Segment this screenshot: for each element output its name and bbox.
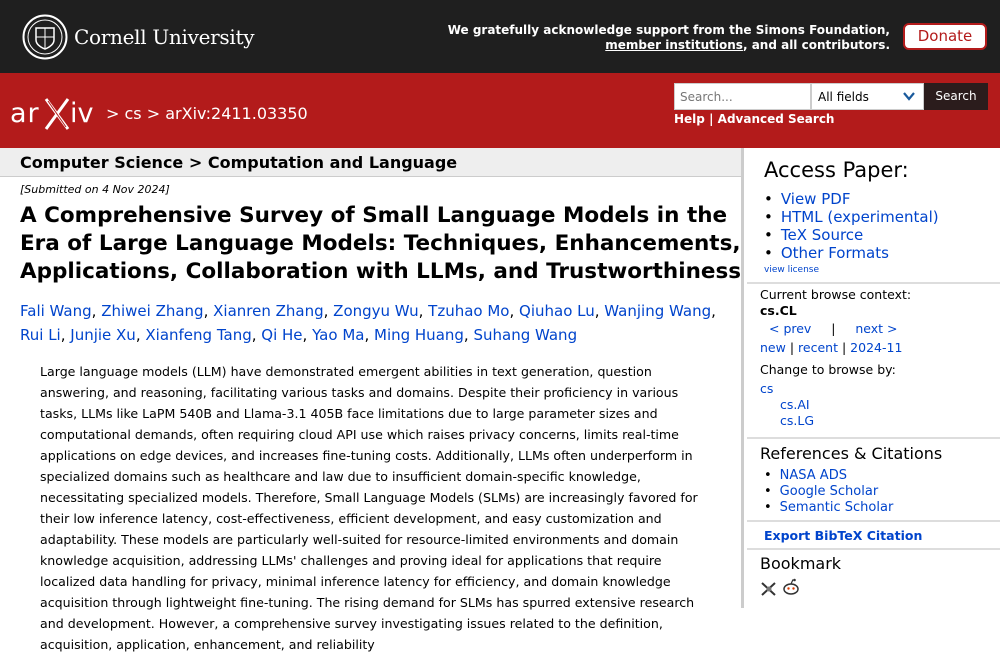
reference-links: [764, 468, 893, 516]
crumb-separator: >: [146, 104, 161, 123]
browse-context-label: Current browse context:: [760, 287, 912, 302]
author-link[interactable]: Rui Li: [20, 326, 61, 344]
author-separator: ,: [711, 302, 716, 320]
access-paper-heading: Access Paper:: [764, 158, 909, 182]
breadcrumb: [106, 104, 308, 123]
html-link[interactable]: • HTML (experimental): [764, 208, 939, 226]
crumb-separator: >: [106, 104, 120, 123]
author-link[interactable]: Zongyu Wu: [333, 302, 419, 320]
search-field-value: All fields: [818, 90, 869, 104]
chevron-down-icon: [902, 89, 916, 103]
author-link[interactable]: Zhiwei Zhang: [101, 302, 204, 320]
divider: [747, 282, 1000, 284]
author-list: [20, 299, 740, 347]
search-field-select[interactable]: [811, 83, 924, 110]
search-button[interactable]: Search: [924, 83, 988, 110]
access-links: [764, 190, 939, 262]
ack-line-2: , and all contributors.: [742, 38, 890, 52]
author-separator: ,: [60, 326, 71, 344]
svg-text:iv: iv: [70, 98, 94, 129]
search-input[interactable]: Search...: [674, 83, 811, 110]
semantic-scholar-link[interactable]: • Semantic Scholar: [764, 500, 893, 516]
sidebar: [741, 148, 1000, 608]
author-link[interactable]: Suhang Wang: [473, 326, 578, 344]
google-scholar-link[interactable]: • Google Scholar: [764, 484, 893, 500]
author-link[interactable]: Qi He: [261, 326, 303, 344]
pipe-separator: |: [789, 340, 795, 355]
author-link[interactable]: Xianfeng Tang: [145, 326, 252, 344]
view-pdf-link[interactable]: • View PDF: [764, 190, 939, 208]
author-separator: ,: [509, 302, 520, 320]
author-link[interactable]: Tzuhao Mo: [428, 302, 510, 320]
prev-link[interactable]: < prev: [769, 321, 812, 336]
prev-next-row: [769, 321, 897, 336]
link-separator: |: [709, 112, 714, 126]
month-link[interactable]: 2024-11: [850, 340, 903, 355]
search-help-links: [674, 112, 834, 126]
author-separator: ,: [91, 302, 102, 320]
svg-text:ar: ar: [10, 98, 40, 129]
export-bibtex-link[interactable]: Export BibTeX Citation: [764, 528, 923, 543]
divider: [747, 520, 1000, 522]
ack-line-1: We gratefully acknowledge support from the Simons Foundation,: [447, 23, 890, 37]
author-link[interactable]: Wanjing Wang: [604, 302, 712, 320]
arxiv-header: [0, 73, 1000, 148]
paper-title: A Comprehensive Survey of Small Language Models in the Era of Large Language Models: Techniques, Enhancements, Applications, Collaboration with LLMs, and Trustworthiness: [20, 203, 742, 284]
help-link[interactable]: Help: [674, 112, 705, 126]
author-separator: ,: [418, 302, 429, 320]
advanced-search-link[interactable]: Advanced Search: [717, 112, 835, 126]
member-institutions-link[interactable]: member institutions: [605, 38, 743, 52]
browse-cs-link[interactable]: cs: [760, 381, 774, 396]
divider: [747, 437, 1000, 439]
next-link[interactable]: next >: [855, 321, 898, 336]
nasa-ads-link[interactable]: • NASA ADS: [764, 468, 893, 484]
references-heading: References & Citations: [760, 444, 943, 463]
author-link[interactable]: Xianren Zhang: [213, 302, 324, 320]
new-link[interactable]: new: [760, 340, 786, 355]
cornell-seal-icon[interactable]: [22, 14, 68, 60]
author-link[interactable]: Ming Huang: [374, 326, 464, 344]
recent-link[interactable]: recent: [798, 340, 838, 355]
list-links-row: [760, 340, 902, 355]
bookmark-heading: Bookmark: [760, 554, 842, 573]
author-separator: ,: [203, 302, 214, 320]
author-link[interactable]: Junjie Xu: [70, 326, 136, 344]
author-separator: ,: [594, 302, 605, 320]
crumb-cs[interactable]: cs: [124, 104, 142, 123]
change-browse-label: Change to browse by:: [760, 362, 896, 377]
author-link[interactable]: Fali Wang: [20, 302, 92, 320]
bookmark-icons: [760, 578, 804, 598]
author-separator: ,: [364, 326, 374, 344]
subject-bar: [0, 148, 741, 177]
institution-name[interactable]: Cornell University: [74, 25, 255, 49]
browse-context-value: cs.CL: [760, 303, 797, 318]
arxiv-logo-icon[interactable]: [10, 93, 102, 133]
divider: [747, 548, 1000, 550]
browse-cs-ai-link[interactable]: cs.AI: [780, 397, 810, 412]
abstract: Large language models (LLM) have demonstrated emergent abilities in text generation, question answering, and reasoning, facilitating various tasks and domains. Despite their proficiency in various tasks, LLMs like LaPM 540B and Llama-3.1 405B face limitations due to large parameter sizes and computational demands, often requiring cloud API use which raises privacy concerns, limits real-time applications on edge devices, and increases fine-tuning costs. Additionally, LLMs often underperform in specialized domains such as healthcare and law due to insufficient domain-specific knowledge, necessitating specialized models. Therefore, Small Language Models (SLMs) are increasingly favored for their low inference latency, cost-effectiveness, efficient development, and easy customization and adaptability. These models are particularly well-suited for resource-limited environments and domain knowledge acquisition, addressing LLMs' challenges and proving ideal for applications that require localized data handling for privacy, minimal inference latency for efficiency, and domain knowledge acquisition through lightweight fine-tuning. The rising demand for SLMs has spurred extensive research and development. However, a comprehensive survey investigating issues related to the definition, acquisition, application, enhancement, and reliability: [40, 364, 698, 652]
author-separator: ,: [302, 326, 313, 344]
other-formats-link[interactable]: • Other Formats: [764, 244, 939, 262]
top-banner: [0, 0, 1000, 73]
author-separator: ,: [135, 326, 146, 344]
submission-date: [Submitted on 4 Nov 2024]: [20, 183, 170, 196]
subject-heading: Computer Science > Computation and Language: [20, 153, 458, 172]
author-link[interactable]: Yao Ma: [312, 326, 365, 344]
author-separator: ,: [463, 326, 474, 344]
browse-cs-lg-link[interactable]: cs.LG: [780, 413, 815, 428]
view-license-link[interactable]: view license: [764, 265, 820, 275]
crumb-paper-id: arXiv:2411.03350: [165, 104, 308, 123]
tex-source-link[interactable]: • TeX Source: [764, 226, 939, 244]
donate-button[interactable]: Donate: [903, 23, 987, 50]
author-separator: ,: [251, 326, 262, 344]
pipe-separator: |: [841, 340, 847, 355]
author-link[interactable]: Qiuhao Lu: [519, 302, 595, 320]
author-separator: ,: [323, 302, 334, 320]
bibsonomy-icon[interactable]: [760, 580, 778, 598]
reddit-icon[interactable]: [782, 578, 800, 596]
pipe-separator: |: [831, 321, 836, 336]
acknowledgement: [448, 23, 890, 53]
